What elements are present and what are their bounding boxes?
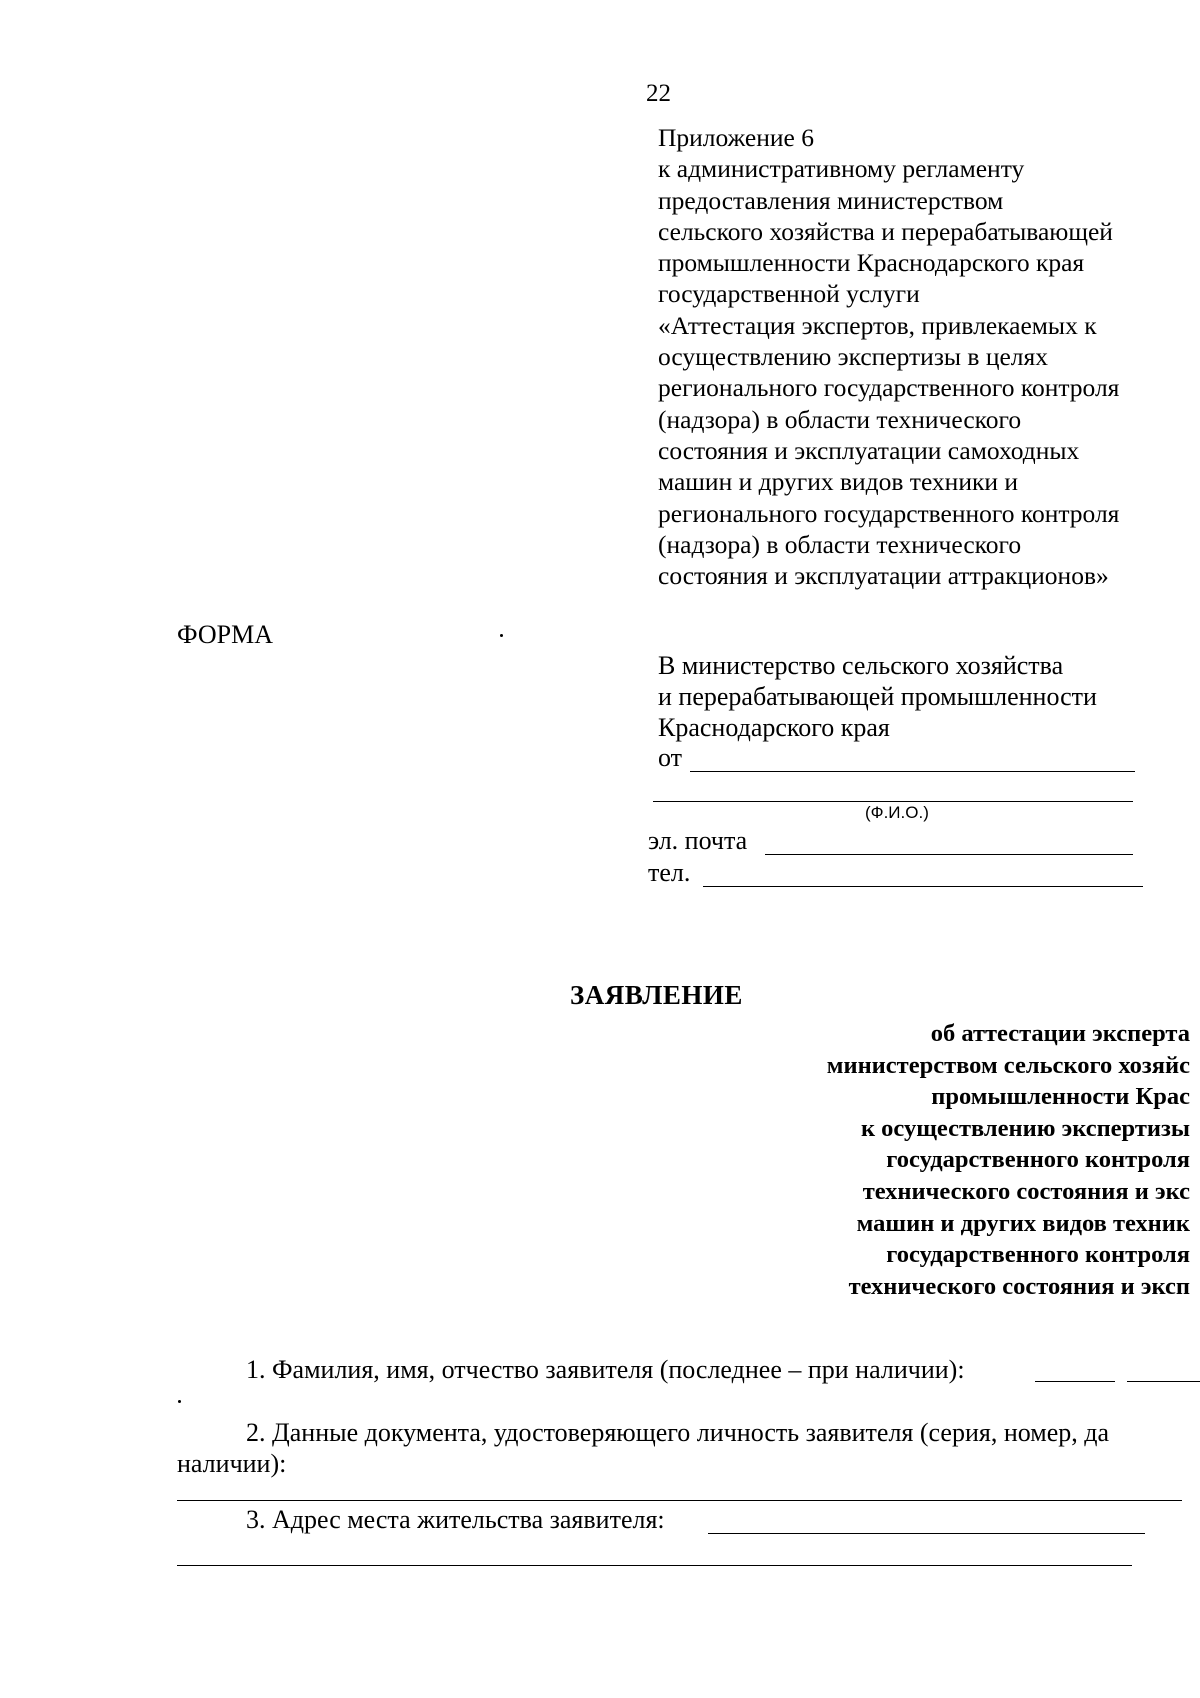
item-3-label: 3. Адрес места жительства заявителя: [246, 1505, 665, 1534]
subject-block [827, 1018, 1190, 1302]
appendix-line: состояния и эксплуатации самоходных [658, 435, 1080, 465]
addressee-line: Краснодарского края [658, 713, 890, 742]
subject-line: государственного контроля [886, 1241, 1190, 1269]
appendix-header [658, 122, 1119, 591]
item-1-label: 1. Фамилия, имя, отчество заявителя (последнее – при наличии): [246, 1355, 965, 1384]
appendix-line: предоставления министерством [658, 185, 1004, 215]
subject-line: к осуществлению экспертизы [860, 1114, 1190, 1142]
appendix-line: состояния и эксплуатации аттракционов» [658, 561, 1109, 591]
item-2-input-line[interactable] [177, 1500, 1182, 1501]
phone-input-line[interactable] [703, 886, 1143, 887]
appendix-line: промышленности Краснодарского края [658, 248, 1085, 278]
page-number: 22 [646, 80, 671, 107]
addressee-block [658, 650, 1097, 743]
scan-speck [500, 634, 503, 637]
from-input-line[interactable] [690, 771, 1135, 772]
form-label: ФОРМА [177, 620, 273, 649]
appendix-line: (надзора) в области технического [658, 404, 1022, 434]
subject-line: технического состояния и эксп [848, 1272, 1190, 1300]
document-title: ЗАЯВЛЕНИЕ [570, 980, 743, 1010]
subject-line: технического состояния и экс [862, 1177, 1190, 1205]
appendix-line: сельского хозяйства и перерабатывающей [658, 216, 1113, 246]
appendix-line: к административному регламенту [658, 154, 1025, 184]
from-label: от [658, 743, 683, 772]
phone-label: тел. [648, 858, 691, 887]
item-1-input-line-cont[interactable] [1127, 1381, 1200, 1382]
subject-line: машин и других видов техник [856, 1209, 1190, 1237]
addressee-line: В министерство сельского хозяйства [658, 651, 1064, 680]
appendix-line: Приложение 6 [658, 123, 814, 152]
subject-line: промышленности Крас [931, 1083, 1190, 1111]
item-3-input-line-cont[interactable] [177, 1565, 1132, 1566]
appendix-line: «Аттестация экспертов, привлекаемых к [658, 310, 1097, 340]
email-input-line[interactable] [765, 854, 1133, 855]
addressee-line: и перерабатывающей промышленности [658, 682, 1097, 711]
scan-speck [178, 1400, 181, 1403]
item-2-label-cont: наличии): [177, 1449, 287, 1478]
item-2-label: 2. Данные документа, удостоверяющего личность заявителя (серия, номер, да [246, 1418, 1110, 1447]
item-1-input-line[interactable] [1035, 1381, 1115, 1382]
subject-line: об аттестации эксперта [930, 1020, 1190, 1047]
appendix-line: регионального государственного контроля [658, 373, 1120, 403]
fio-input-line[interactable] [653, 801, 1133, 802]
item-3-input-line[interactable] [708, 1533, 1145, 1534]
appendix-line: машин и других видов техники и [658, 467, 1019, 497]
subject-line: министерством сельского хозяйс [826, 1051, 1190, 1079]
fio-caption: (Ф.И.О.) [865, 803, 929, 822]
subject-line: государственного контроля [886, 1146, 1190, 1174]
appendix-line: регионального государственного контроля [658, 498, 1120, 528]
email-label: эл. почта [648, 826, 748, 855]
appendix-line: государственной услуги [658, 279, 920, 309]
appendix-line: осуществлению экспертизы в целях [658, 342, 1048, 372]
appendix-line: (надзора) в области технического [658, 529, 1022, 559]
